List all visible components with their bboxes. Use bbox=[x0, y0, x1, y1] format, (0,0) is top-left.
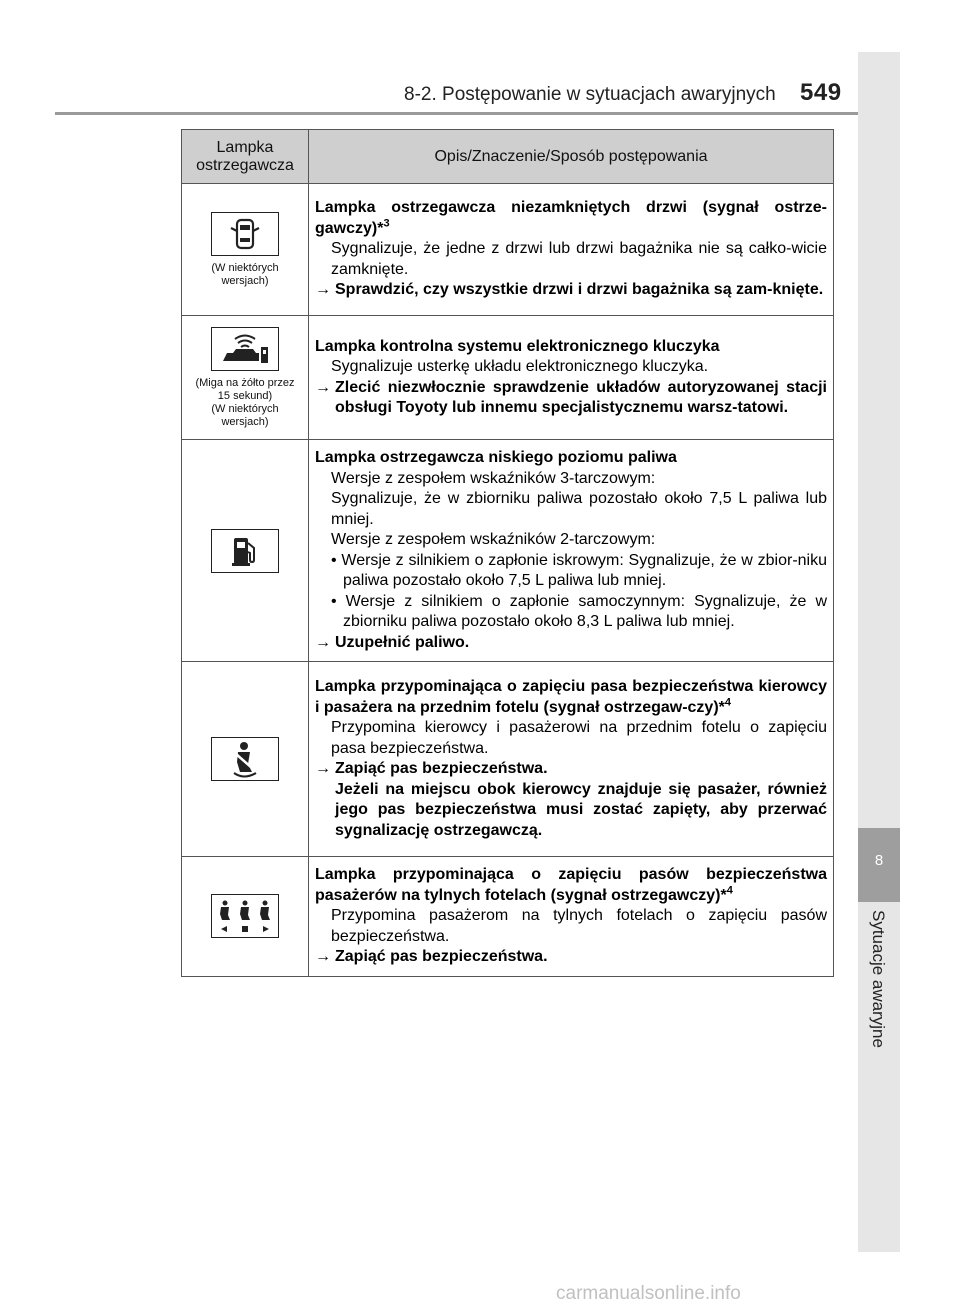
row-action: Uzupełnić paliwo. bbox=[335, 633, 470, 651]
row-title: Lampka ostrzegawcza niezamkniętych drzwi (sygnał ostrze-gawczy)* bbox=[315, 199, 827, 237]
side-tab-number: 8 bbox=[874, 852, 884, 869]
header-warning-light: Lampka ostrzegawcza bbox=[182, 130, 309, 184]
arrow-icon: → bbox=[315, 281, 331, 299]
row-description: Wersje z zespołem wskaźników 2-tarczowym: bbox=[331, 531, 656, 548]
row-action-detail: Jeżeli na miejscu obok kierowcy znajduje się pasażer, również jego pas bezpieczeństwa musi zostać zapięty, aby przerwać sygnalizację ostrzegawczą. bbox=[335, 780, 827, 839]
warning-lights-table bbox=[181, 129, 834, 977]
table-row bbox=[182, 662, 834, 857]
footnote-ref: 4 bbox=[724, 696, 732, 709]
rear-seatbelt-icon bbox=[211, 894, 279, 938]
side-tab-strip bbox=[858, 52, 900, 1252]
smart-key-icon bbox=[211, 327, 279, 371]
icon-note: (Miga na żółto przez 15 sekund) (W niektórych wersjach) bbox=[195, 376, 295, 428]
row-title: Lampka przypominająca o zapięciu pasa bezpieczeństwa kierowcy i pasażera na przednim fotelu (sygnał ostrzegaw-czy)* bbox=[315, 678, 827, 716]
row-action: Sprawdzić, czy wszystkie drzwi i drzwi bagażnika są zam-knięte. bbox=[335, 281, 824, 299]
header-divider bbox=[55, 112, 858, 115]
side-tab-title-wrap bbox=[857, 910, 901, 1070]
table-header-row bbox=[182, 130, 834, 184]
row-action: Zapiąć pas bezpieczeństwa. bbox=[335, 760, 548, 777]
row-action: Zapiąć pas bezpieczeństwa. bbox=[335, 948, 548, 965]
header-description: Opis/Znaczenie/Sposób postępowania bbox=[309, 130, 834, 184]
door-open-icon bbox=[211, 212, 279, 256]
row-description: Przypomina kierowcy i pasażerowi na przednim fotelu o zapięciu pasa bezpieczeństwa. bbox=[331, 719, 827, 757]
section-title: 8-2. Postępowanie w sytuacjach awaryjnych bbox=[404, 84, 776, 105]
icon-note: (W niektórych wersjach) bbox=[211, 261, 279, 287]
page-number: 549 bbox=[800, 79, 842, 106]
arrow-icon: → bbox=[315, 948, 331, 965]
table-row bbox=[182, 184, 834, 316]
arrow-icon: → bbox=[315, 633, 331, 651]
row-title: Lampka ostrzegawcza niskiego poziomu paliwa bbox=[315, 449, 677, 466]
table-row bbox=[182, 857, 834, 977]
row-action: Zlecić niezwłocznie sprawdzenie układów autoryzowanej stacji obsługi Toyoty lub innemu specjalistycznemu warsz-tatowi. bbox=[335, 378, 827, 416]
footnote-ref: 4 bbox=[726, 884, 733, 897]
row-title: Lampka kontrolna systemu elektronicznego kluczyka bbox=[315, 337, 720, 355]
seatbelt-icon bbox=[211, 737, 279, 781]
row-description: Wersje z zespołem wskaźników 3-tarczowym: bbox=[331, 469, 656, 487]
arrow-icon: → bbox=[315, 760, 331, 777]
bullet-item: • Wersje z silnikiem o zapłonie samoczynnym: Sygnalizuje, że w zbiorniku paliwa pozostało około 8,3 L paliwa lub mniej. bbox=[331, 592, 827, 630]
row-description: Przypomina pasażerom na tylnych fotelach o zapięciu pasów bezpieczeństwa. bbox=[331, 907, 827, 945]
row-description: Sygnalizuje, że jedne z drzwi lub drzwi bagażnika nie są całko-wicie zamknięte. bbox=[331, 240, 827, 278]
table-row bbox=[182, 316, 834, 440]
arrow-icon: → bbox=[315, 378, 331, 396]
row-title: Lampka przypominająca o zapięciu pasów bezpieczeństwa pasażerów na tylnych fotelach (sygnał ostrzegawczy)* bbox=[315, 866, 827, 904]
footnote-ref: 3 bbox=[383, 217, 390, 230]
side-tab-title: Sytuacje awaryjne bbox=[869, 910, 888, 1048]
row-description: Sygnalizuje, że w zbiorniku paliwa pozostało około 7,5 L paliwa lub mniej. bbox=[331, 490, 827, 528]
bullet-item: • Wersje z silnikiem o zapłonie iskrowym: Sygnalizuje, że w zbior-niku paliwa pozostało około 7,5 L paliwa lub mniej. bbox=[331, 551, 827, 589]
row-description: Sygnalizuje usterkę układu elektronicznego kluczyka. bbox=[331, 358, 709, 375]
table-row bbox=[182, 440, 834, 662]
watermark: carmanualsonline.info bbox=[556, 1283, 741, 1304]
fuel-pump-icon bbox=[211, 529, 279, 573]
